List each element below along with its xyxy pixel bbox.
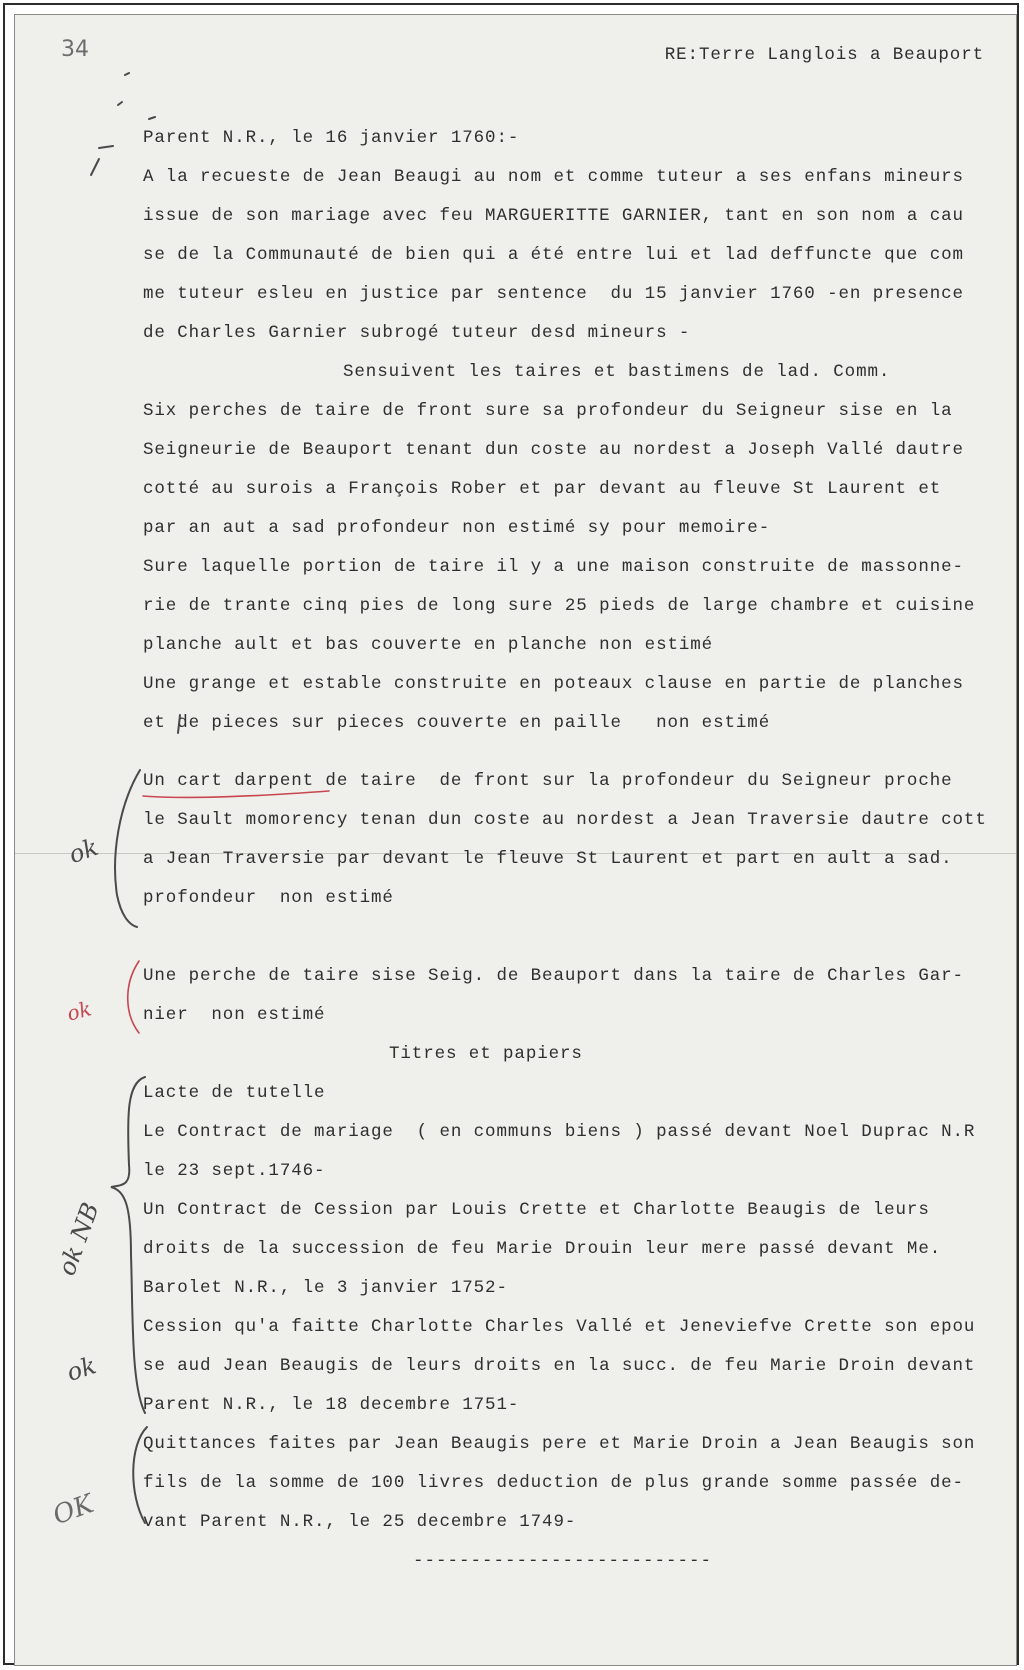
text-line: Cession qu'a faitte Charlotte Charles Vallé et Jeneviefve Crette son epou bbox=[143, 1317, 976, 1337]
pencil-tick bbox=[178, 715, 180, 733]
text-line: Quittances faites par Jean Beaugis pere et Marie Droin a Jean Beaugis son bbox=[143, 1434, 976, 1454]
text-line: le 23 sept.1746- bbox=[143, 1161, 326, 1181]
text-line: Une perche de taire sise Seig. de Beauport dans la taire de Charles Gar- bbox=[143, 966, 964, 986]
text-line: Une grange et estable construite en poteaux clause en partie de planches bbox=[143, 674, 964, 694]
text-line: Six perches de taire de front sure sa profondeur du Seigneur sise en la bbox=[143, 401, 953, 421]
end-separator: -------------------------- bbox=[413, 1551, 713, 1571]
text-line: issue de son mariage avec feu MARGUERITTE GARNIER, tant en son nom a cau bbox=[143, 206, 964, 226]
pencil-tick bbox=[125, 73, 129, 75]
page-header: RE:Terre Langlois a Beauport bbox=[664, 45, 984, 65]
text-line: droits de la succession de feu Marie Drouin leur mere passé devant Me. bbox=[143, 1239, 942, 1259]
margin-note-ok: ok bbox=[63, 1351, 100, 1387]
pencil-tick bbox=[118, 102, 122, 105]
section-heading: Titres et papiers bbox=[389, 1044, 583, 1064]
red-underline bbox=[143, 791, 329, 797]
pencil-tick bbox=[99, 146, 113, 148]
section-heading: Sensuivent les taires et bastimens de lad. Comm. bbox=[343, 362, 891, 382]
typed-page bbox=[14, 14, 1017, 1666]
text-line: le Sault momorency tenan dun coste au nordest a Jean Traversie dautre cott bbox=[143, 810, 987, 830]
text-line: Sure laquelle portion de taire il y a une maison construite de massonne- bbox=[143, 557, 964, 577]
text-line: Un Contract de Cession par Louis Crette et Charlotte Beaugis de leurs bbox=[143, 1200, 930, 1220]
text-line: me tuteur esleu en justice par sentence du 15 janvier 1760 -en presence bbox=[143, 284, 964, 304]
pencil-tick bbox=[149, 117, 155, 119]
text-line: Lacte de tutelle bbox=[143, 1083, 326, 1103]
text-line: Parent N.R., le 18 decembre 1751- bbox=[143, 1395, 520, 1415]
margin-note-ok-red: ok bbox=[64, 996, 94, 1026]
margin-note-ok: ok bbox=[65, 832, 102, 870]
text-line: vant Parent N.R., le 25 decembre 1749- bbox=[143, 1512, 577, 1532]
text-line: et de pieces sur pieces couverte en paille non estimé bbox=[143, 713, 771, 733]
text-line: rie de trante cinq pies de long sure 25 pieds de large chambre et cuisine bbox=[143, 596, 976, 616]
pencil-tick bbox=[91, 159, 99, 175]
text-line: par an aut a sad profondeur non estimé sy pour memoire- bbox=[143, 518, 771, 538]
pencil-marks bbox=[15, 15, 1017, 1666]
text-line: se de la Communauté de bien qui a été entre lui et lad deffuncte que com bbox=[143, 245, 964, 265]
pencil-bracket bbox=[133, 1427, 147, 1523]
margin-note-ok-nb: ok NB bbox=[52, 1198, 105, 1280]
text-line: Seigneurie de Beauport tenant dun coste au nordest a Joseph Vallé dautre bbox=[143, 440, 964, 460]
text-line: de Charles Garnier subrogé tuteur desd mineurs - bbox=[143, 323, 691, 343]
text-line: se aud Jean Beaugis de leurs droits en la succ. de feu Marie Droin devant bbox=[143, 1356, 976, 1376]
margin-note-ok-outline: OK bbox=[49, 1488, 98, 1532]
text-line: profondeur non estimé bbox=[143, 888, 394, 908]
text-line: Le Contract de mariage ( en communs biens ) passé devant Noel Duprac N.R bbox=[143, 1122, 976, 1142]
text-line: Un cart darpent de taire de front sur la profondeur du Seigneur proche bbox=[143, 771, 953, 791]
text-line: fils de la somme de 100 livres deduction de plus grande somme passée de- bbox=[143, 1473, 964, 1493]
text-line: a Jean Traversie par devant le fleuve St Laurent et part en ault a sad. bbox=[143, 849, 953, 869]
red-bracket bbox=[128, 961, 139, 1033]
page-number: 34 bbox=[61, 37, 89, 62]
document-frame bbox=[3, 3, 1019, 1665]
text-line: planche ault et bas couverte en planche non estimé bbox=[143, 635, 714, 655]
pencil-brace bbox=[111, 1077, 145, 1413]
text-line: nier non estimé bbox=[143, 1005, 326, 1025]
text-line: A la recueste de Jean Beaugi au nom et comme tuteur a ses enfans mineurs bbox=[143, 167, 964, 187]
pencil-bracket bbox=[115, 770, 140, 927]
text-line: Parent N.R., le 16 janvier 1760:- bbox=[143, 128, 520, 148]
text-line: cotté au surois a François Rober et par devant au fleuve St Laurent et bbox=[143, 479, 942, 499]
text-line: Barolet N.R., le 3 janvier 1752- bbox=[143, 1278, 508, 1298]
